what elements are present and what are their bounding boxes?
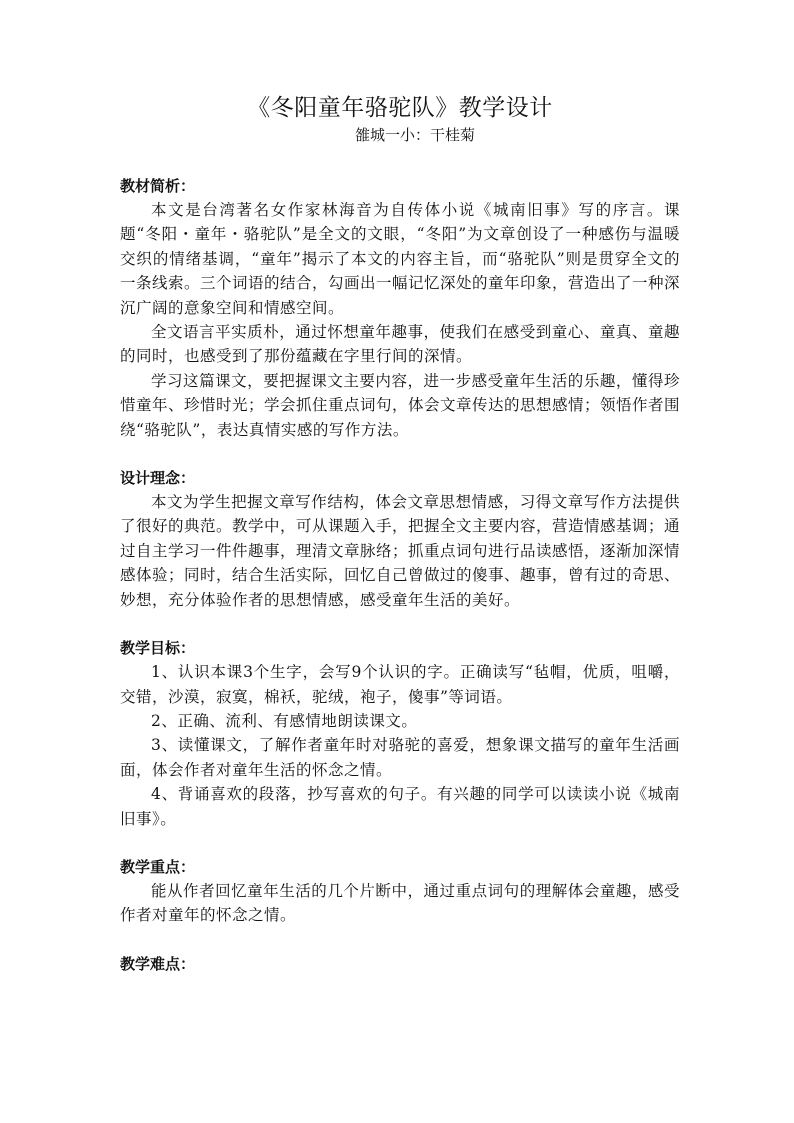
paragraph: 能从作者回忆童年生活的几个片断中，通过重点词句的理解体会童趣，感受作者对童年的怀念之情。	[120, 881, 680, 925]
document-body	[120, 92, 680, 1000]
section-heading: 教学难点：	[120, 954, 196, 973]
section-teaching-key-points	[120, 855, 680, 928]
section-teaching-difficulties	[120, 952, 680, 976]
section-design-concept	[120, 466, 680, 612]
goal-item: 2、正确、流利、有感情地朗读课文。	[151, 711, 418, 730]
section-heading: 教学重点：	[120, 857, 196, 876]
goal-item: 3、读懂课文，了解作者童年时对骆驼的喜爱，想象课文描写的童年生活画面，体会作者对童年生活的怀念之情。	[120, 736, 680, 779]
document-author: 雒城一小：干桂菊	[354, 126, 475, 144]
document-title: 《冬阳童年骆驼队》教学设计	[247, 95, 553, 121]
goal-item: 1、认识本课3个生字，会写9个认识的字。正确读写“毡帽，优质，咀嚼，交错，沙漠，寂寞，棉袄，驼绒，袍子，傻事”等词语。	[120, 663, 680, 706]
goal-item: 4、背诵喜欢的段落，抄写喜欢的句子。有兴趣的同学可以读读小说《城南旧事》。	[120, 785, 680, 828]
paragraph: 学习这篇课文，要把握课文主要内容，进一步感受童年生活的乐趣，懂得珍惜童年、珍惜时光；学会抓住重点词句，体会文章传达的思想感情；领悟作者围绕“骆驼队”，表达真情实感的写作方法。	[120, 371, 681, 439]
paragraph: 全文语言平实质朴，通过怀想童年趣事，使我们在感受到童心、童真、童趣的同时，也感受到了那份蕴藏在字里行间的深情。	[120, 323, 680, 366]
paragraph: 本文是台湾著名女作家林海音为自传体小说《城南旧事》写的序言。课题“冬阳・童年・骆驼队”是全文的文眼，“冬阳”为文章创设了一种感伤与温暖交织的情绪基调，“童年”揭示了本文的内容主旨，而“骆驼队”则是贯穿全文的一条线索。三个词语的结合，勾画出一幅记忆深处的童年印象，营造出了一种深沉广阔的意象空间和情感空间。	[120, 201, 681, 317]
paragraph: 本文为学生把握文章写作结构，体会文章思想情感，习得文章写作方法提供了很好的典范。教学中，可从课题入手，把握全文主要内容，营造情感基调；通过自主学习一件件趣事，理清文章脉络；抓重点词句进行品读感悟，逐渐加深情感体验；同时，结合生活实际，回忆自己曾做过的傻事、趣事，曾有过的奇思、妙想，充分体验作者的思想情感，感受童年生活的美好。	[120, 493, 681, 609]
section-teaching-goals	[120, 636, 680, 831]
section-heading: 设计理念：	[120, 469, 196, 488]
section-material-analysis	[120, 174, 680, 442]
section-heading: 教学目标：	[120, 639, 196, 658]
section-heading: 教材简析：	[120, 177, 196, 195]
